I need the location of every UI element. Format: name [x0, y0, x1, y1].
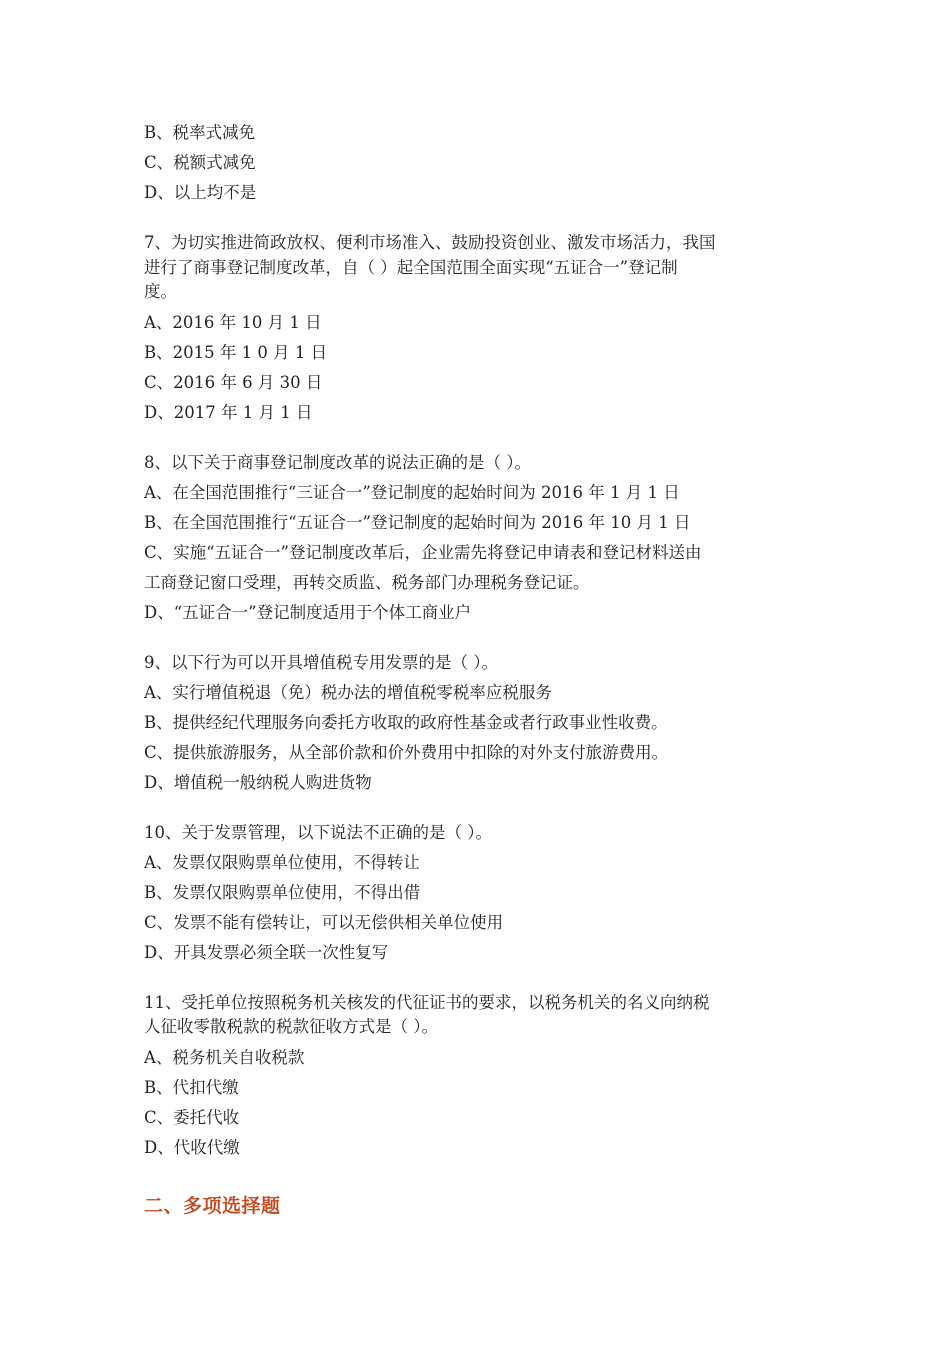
option-b: B、发票仅限购票单位使用，不得出借 — [144, 882, 421, 902]
question-11 — [144, 991, 814, 1160]
stem-line: 7、为切实推进简政放权、便利市场准入、鼓励投资创业、激发市场活力，我国 — [144, 233, 716, 252]
question-10-stem: 10、关于发票管理，以下说法不正确的是（ ）。 — [144, 822, 492, 842]
option-b: B、在全国范围推行“五证合一”登记制度的起始时间为 2016 年 10 月 1 日 — [144, 512, 691, 532]
option-b: B、提供经纪代理服务向委托方收取的政府性基金或者行政事业性收费。 — [144, 712, 668, 732]
question-7 — [144, 231, 814, 425]
option-a: A、在全国范围推行“三证合一”登记制度的起始时间为 2016 年 1 月 1 日 — [144, 482, 680, 502]
option-d: D、以上均不是 — [144, 183, 257, 202]
option-d: D、2017 年 1 月 1 日 — [144, 402, 313, 422]
question-10 — [144, 821, 814, 965]
section-heading-multiple-choice: 二、多项选择题 — [144, 1194, 281, 1217]
option-a: A、发票仅限购票单位使用，不得转让 — [144, 852, 420, 872]
option-c: C、税额式减免 — [144, 153, 256, 172]
question-6-options — [144, 121, 814, 205]
option-c: C、2016 年 6 月 30 日 — [144, 372, 323, 392]
option-c: C、委托代收 — [144, 1107, 240, 1127]
option-b: B、代扣代缴 — [144, 1077, 239, 1097]
option-a: A、2016 年 10 月 1 日 — [144, 312, 322, 332]
option-b: B、税率式减免 — [144, 123, 256, 142]
option-c: C、实施“五证合一”登记制度改革后，企业需先将登记申请表和登记材料送由 — [144, 542, 702, 562]
option-a: A、实行增值税退（免）税办法的增值税零税率应税服务 — [144, 682, 552, 702]
question-7-stem — [144, 231, 814, 305]
question-8 — [144, 451, 814, 625]
question-8-stem: 8、以下关于商事登记制度改革的说法正确的是（ ）。 — [144, 452, 531, 472]
option-b: B、2015 年 1 0 月 1 日 — [144, 342, 328, 362]
stem-line: 度。 — [144, 282, 177, 301]
option-d: D、代收代缴 — [144, 1137, 240, 1157]
option-c: C、发票不能有偿转让，可以无偿供相关单位使用 — [144, 912, 504, 932]
question-9-stem: 9、以下行为可以开具增值税专用发票的是（ ）。 — [144, 652, 498, 672]
stem-line: 人征收零散税款的税款征收方式是（ ）。 — [144, 1017, 438, 1036]
question-9 — [144, 651, 814, 795]
option-d: D、开具发票必须全联一次性复写 — [144, 942, 389, 962]
document-content — [144, 121, 814, 1220]
stem-line: 进行了商事登记制度改革，自（ ）起全国范围全面实现“五证合一”登记制 — [144, 257, 678, 277]
option-d: D、“五证合一”登记制度适用于个体工商业户 — [144, 602, 472, 622]
option-d: D、增值税一般纳税人购进货物 — [144, 772, 372, 792]
option-a: A、税务机关自收税款 — [144, 1047, 305, 1067]
question-11-stem — [144, 991, 814, 1040]
option-c-continued: 工商登记窗口受理，再转交质监、税务部门办理税务登记证。 — [144, 572, 590, 592]
stem-line: 11、受托单位按照税务机关核发的代征证书的要求，以税务机关的名义向纳税 — [144, 992, 710, 1012]
option-c: C、提供旅游服务，从全部价款和价外费用中扣除的对外支付旅游费用。 — [144, 742, 669, 762]
